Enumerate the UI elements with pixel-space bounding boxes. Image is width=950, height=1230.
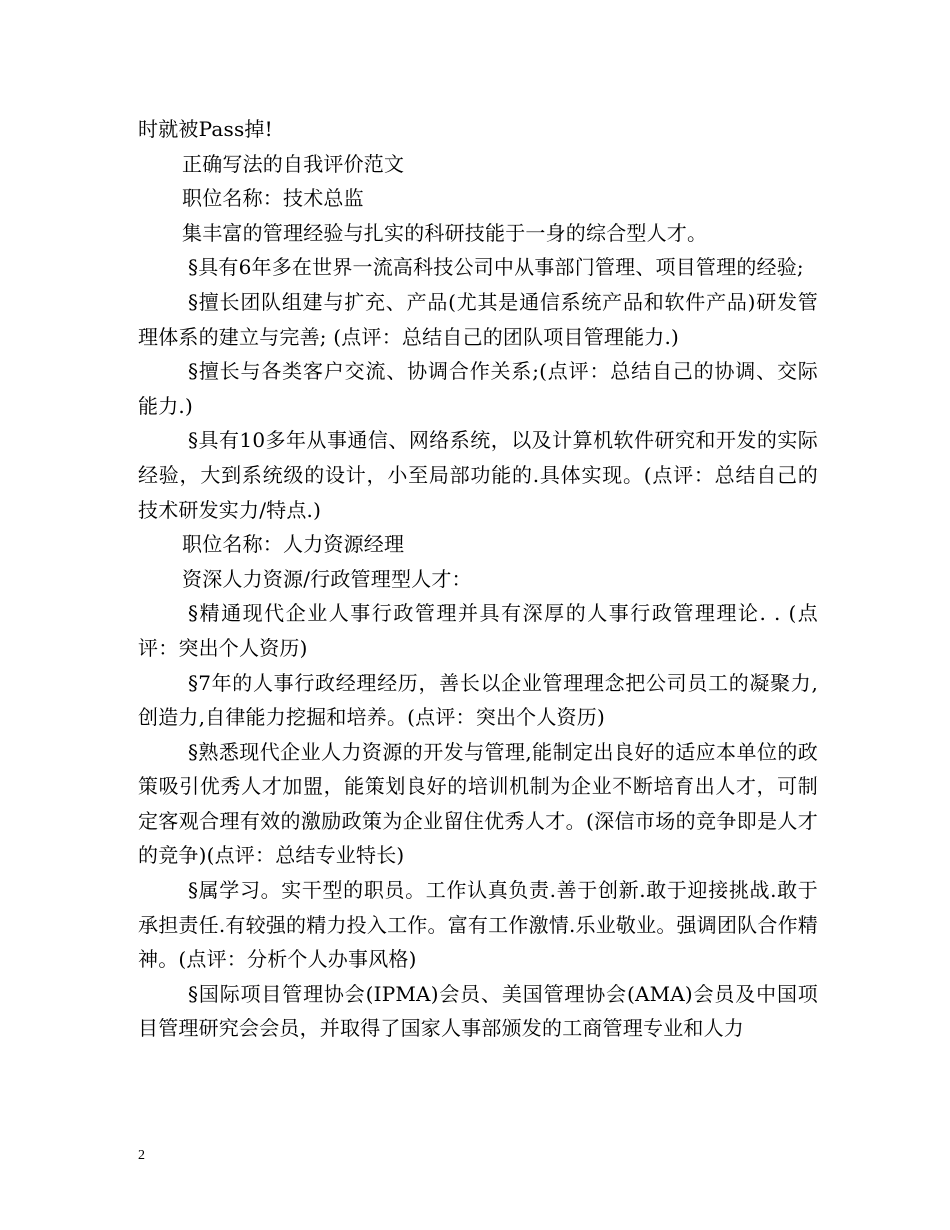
bullet-paragraph: §7年的人事行政经理经历，善长以企业管理理念把公司员工的凝聚力,创造力,自律能力挖掘和培养。(点评：突出个人资历) (138, 670, 818, 730)
paragraph-continuation: 时就被Pass掉! (138, 117, 273, 141)
section-heading: 正确写法的自我评价范文 (182, 151, 405, 176)
job-title-line: 职位名称：人力资源经理 (182, 532, 405, 557)
bullet-paragraph: §具有10多年从事通信、网络系统，以及计算机软件研究和开发的实际经验，大到系统级的设计，小至局部功能的.具体实现。(点评：总结自己的技术研发实力/特点.) (138, 428, 818, 522)
document-body (138, 112, 818, 1046)
bullet-paragraph: §熟悉现代企业人力资源的开发与管理,能制定出良好的适应本单位的政策吸引优秀人才加盟，能策划良好的培训机制为企业不断培育出人才，可制定客观合理有效的激励政策为企业留住优秀人才。(深信市场的竞争即是人才的竞争)(点评：总结专业特长) (138, 739, 818, 868)
summary-line: 集丰富的管理经验与扎实的科研技能于一身的综合型人才。 (182, 220, 708, 245)
bullet-paragraph: §精通现代企业人事行政管理并具有深厚的人事行政管理理论. . (点评：突出个人资历) (138, 601, 818, 660)
summary-line: 资深人力资源/行政管理型人才： (182, 566, 472, 591)
job-title-line: 职位名称：技术总监 (182, 186, 364, 211)
bullet-paragraph: §擅长团队组建与扩充、产品(尤其是通信系统产品和软件产品)研发管理体系的建立与完善; (点评：总结自己的团队项目管理能力.) (138, 289, 818, 349)
bullet-paragraph: §擅长与各类客户交流、协调合作关系;(点评：总结自己的协调、交际能力.) (138, 359, 818, 418)
bullet-paragraph: §具有6年多在世界一流高科技公司中从事部门管理、项目管理的经验; (188, 255, 804, 280)
bullet-paragraph: §国际项目管理协会(IPMA)会员、美国管理协会(AMA)会员及中国项目管理研究会会员，并取得了国家人事部颁发的工商管理专业和人力 (138, 981, 818, 1041)
bullet-paragraph: §属学习。实干型的职员。工作认真负责.善于创新.敢于迎接挑战.敢于承担责任.有较强的精力投入工作。富有工作激情.乐业敬业。强调团队合作精神。(点评：分析个人办事风格) (138, 878, 818, 972)
page-number: 2 (138, 1148, 145, 1163)
